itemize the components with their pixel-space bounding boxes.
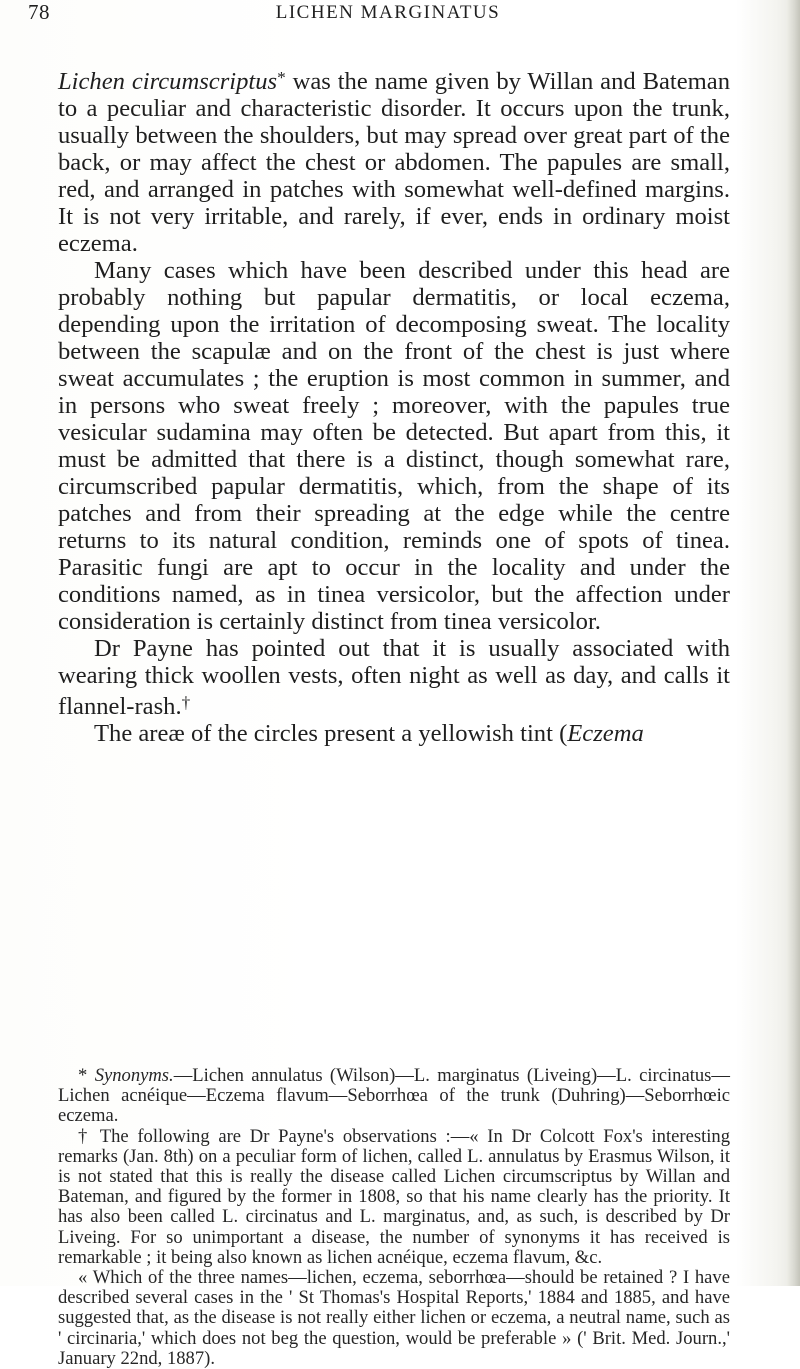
page-edge-shadow — [786, 0, 800, 1286]
paragraph-areae — [58, 720, 730, 747]
footnote-payne-continued — [58, 1268, 730, 1369]
footnote-mark: † — [78, 1125, 92, 1147]
term-lichen-circumscriptus: Lichen circumscriptus — [58, 68, 278, 96]
footnote-synonyms — [58, 1066, 730, 1127]
paragraph-text: was the name given by Willan and Bateman to a peculiar and characteristic disorder. It occurs upon the trunk, usually between the shoulders, but may spread over great part of the back, or may affect the chest or abdomen. The papules are small, red, and arranged in patches with somewhat well-defined margins. It is not very irritable, and rarely, if ever, ends in ordinary moist eczema. — [58, 68, 730, 258]
footnote-text: The following are Dr Payne's observations :—« In Dr Colcott Fox's interesting remarks (Jan. 8th) on a peculiar form of lichen, called L. annulatus by Erasmus Wilson, it is not stated that this is really the disease called Lichen circumscriptus by Willan and Bateman, and figured by the former in 1808, so that his name clearly has the priority. It has also been called L. circinatus and L. marginatus, and, as such, is described by Dr Liveing. For so unimportant a disease, the number of synonyms it has received is remarkable ; it being also known as lichen acnéique, eczema flavum, &c. — [58, 1125, 730, 1268]
page-header — [28, 0, 748, 40]
paragraph-many-cases — [58, 257, 730, 635]
footnote-mark-dagger: † — [181, 693, 191, 713]
footnote-payne-observations — [58, 1127, 730, 1268]
term-eczema: Eczema — [567, 720, 644, 748]
paragraph-dr-payne — [58, 635, 730, 720]
footnote-text: « Which of the three names—lichen, eczema, seborrhœa—should be retained ? I have described several cases in the ' St Thomas's Hospital Reports,' 1884 and 1885, and have suggested that, as the disease is not really either lichen or eczema, a neutral name, such as ' circinaria,' which does not beg the question, would be preferable » (' Brit. Med. Journ.,' January 22nd, 1887). — [58, 1267, 730, 1369]
footnote-mark-asterisk: * — [277, 68, 286, 87]
footnotes — [58, 1066, 730, 1369]
footnote-text: —Lichen annulatus (Wilson)—L. marginatus (Liveing)—L. circinatus—Lichen acnéique—Eczema flavum—Seborrhœa of the trunk (Duhring)—Seborrhœic eczema. — [58, 1065, 730, 1127]
footnote-label-synonyms: Synonyms. — [94, 1065, 174, 1086]
paragraph-text: Many cases which have been described under this head are probably nothing but papular dermatitis, or local eczema, depending upon the irritation of decomposing sweat. The locality between the scapulæ and on the front of the chest is just where sweat accumulates ; the eruption is most common in summer, and in persons who sweat freely ; moreover, with the papules true vesicular sudamina may often be detected. But apart from this, it must be admitted that there is a distinct, though somewhat rare, circumscribed papular dermatitis, which, from the shape of its patches and from their spreading at the edge while the centre returns to its natural condition, reminds one of spots of tinea. Parasitic fungi are apt to occur in the locality and under the conditions named, as in tinea versicolor, but the affection under consideration is certainly distinct from tinea versicolor. — [58, 257, 730, 636]
paragraph-lichen-circumscriptus — [58, 64, 730, 257]
paragraph-text: The areæ of the circles present a yellowish tint ( — [94, 720, 568, 748]
running-head: LICHEN MARGINATUS — [275, 2, 501, 23]
footnote-mark: * — [78, 1065, 88, 1086]
body-text — [58, 64, 730, 747]
page-number: 78 — [28, 0, 50, 24]
paragraph-text: Dr Payne has pointed out that it is usually associated with wearing thick woollen vests, often night as well as day, and calls it flannel-rash. — [58, 635, 730, 721]
